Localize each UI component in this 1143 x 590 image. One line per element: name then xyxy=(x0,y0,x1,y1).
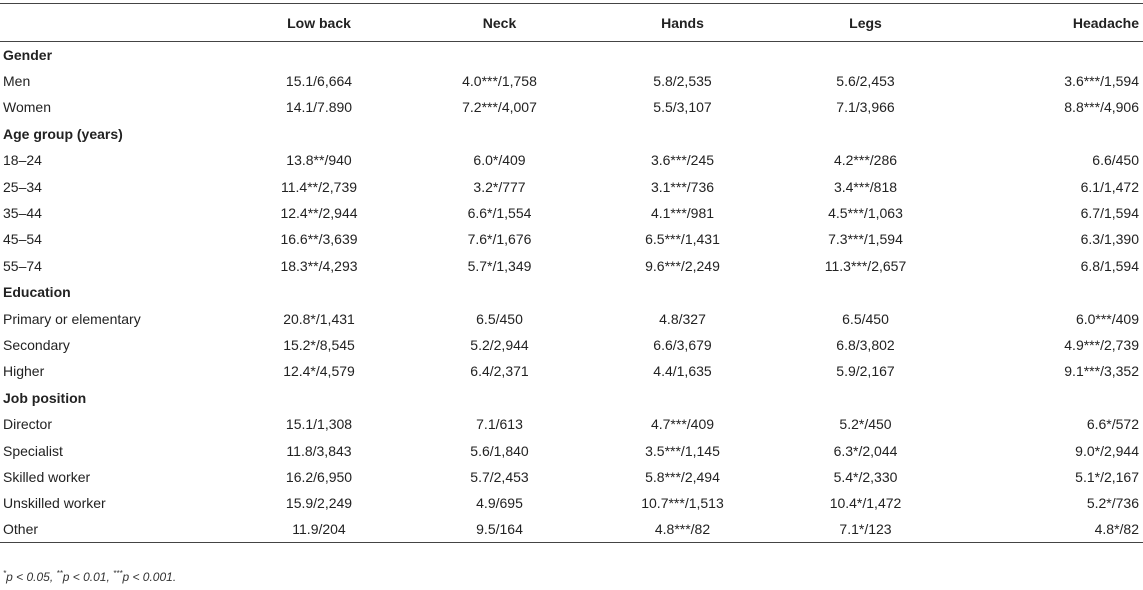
table-group-row xyxy=(0,385,1143,411)
group-label: Job position xyxy=(3,389,87,406)
table-cell: 3.4***/818 xyxy=(833,178,898,195)
table-cell: 5.4*/2,330 xyxy=(833,468,898,485)
table-cell: 5.6/1,840 xyxy=(470,442,529,459)
table-cell: 6.3*/2,044 xyxy=(833,442,898,459)
table-row xyxy=(0,358,1143,384)
header-cell-low-back: Low back xyxy=(230,4,408,42)
table-cell xyxy=(408,121,591,147)
table-cell: 4.7***/409 xyxy=(650,416,715,433)
row-label: Unskilled worker xyxy=(3,495,106,512)
table-cell: 5.2*/450 xyxy=(839,416,892,433)
table-cell xyxy=(957,385,1143,411)
table-cell: 6.8/1,594 xyxy=(1080,257,1139,274)
table-cell: 6.8/3,802 xyxy=(836,336,895,353)
table-row xyxy=(0,517,1143,543)
group-label: Education xyxy=(3,284,71,301)
row-label: Secondary xyxy=(3,336,70,353)
row-label: 25–34 xyxy=(3,178,42,195)
table-row xyxy=(0,490,1143,516)
table-cell xyxy=(408,385,591,411)
table-footnote: *p < 0.05, **p < 0.01, ***p < 0.001. xyxy=(3,569,177,584)
table-row xyxy=(0,68,1143,94)
table-cell: 5.2*/736 xyxy=(1086,495,1139,512)
table-row xyxy=(0,464,1143,490)
table-cell: 4.2***/286 xyxy=(833,152,898,169)
table-cell xyxy=(408,42,591,68)
row-label: Primary or elementary xyxy=(3,310,141,327)
table-cell: 4.8/327 xyxy=(659,310,706,327)
table-header-row xyxy=(0,4,1143,42)
table-cell xyxy=(774,121,957,147)
table-cell: 3.6***/245 xyxy=(650,152,715,169)
row-label: Specialist xyxy=(3,442,63,459)
table-cell xyxy=(591,385,774,411)
table-cell: 4.1***/981 xyxy=(650,205,715,222)
table-cell xyxy=(591,279,774,305)
table-group-row xyxy=(0,121,1143,147)
table-cell xyxy=(774,42,957,68)
table-cell: 11.3***/2,657 xyxy=(824,257,907,274)
table-cell: 5.8***/2,494 xyxy=(645,468,720,485)
table-cell: 5.6/2,453 xyxy=(836,73,895,90)
table-cell: 7.1*/123 xyxy=(774,517,957,543)
table-row xyxy=(0,437,1143,463)
header-cell-legs: Legs xyxy=(774,4,957,42)
table-row xyxy=(0,332,1143,358)
table-cell: 9.0*/2,944 xyxy=(1075,442,1139,459)
table-cell: 4.9/695 xyxy=(476,495,523,512)
table-cell: 10.7***/1,513 xyxy=(641,495,724,512)
table-group-row xyxy=(0,279,1143,305)
table-cell: 7.6*/1,676 xyxy=(467,231,532,248)
table-group-row xyxy=(0,42,1143,68)
table-cell: 9.5/164 xyxy=(408,517,591,543)
table-cell: 5.2/2,944 xyxy=(470,336,529,353)
table-cell: 7.3***/1,594 xyxy=(828,231,903,248)
table-row xyxy=(0,200,1143,226)
table-cell xyxy=(774,385,957,411)
row-label: Men xyxy=(3,73,31,90)
table-cell: 7.1/613 xyxy=(476,416,523,433)
table-cell: 8.8***/4,906 xyxy=(1064,99,1139,116)
table-cell xyxy=(408,279,591,305)
table-cell: 10.4*/1,472 xyxy=(829,495,902,512)
table-cell: 4.8*/82 xyxy=(957,517,1143,543)
table-row xyxy=(0,226,1143,252)
group-label: Age group (years) xyxy=(3,125,123,142)
table-cell: 3.6***/1,594 xyxy=(1064,73,1139,90)
table-cell: 6.7/1,594 xyxy=(1080,205,1139,222)
table-cell: 13.8**/940 xyxy=(286,152,352,169)
table-cell: 9.1***/3,352 xyxy=(1064,363,1139,380)
row-label: Other xyxy=(0,517,230,543)
table-cell xyxy=(230,121,408,147)
header-cell-label xyxy=(0,4,230,42)
table-cell: 6.1/1,472 xyxy=(1080,178,1139,195)
group-label: Gender xyxy=(3,46,53,63)
table-row xyxy=(0,173,1143,199)
table-cell: 6.0***/409 xyxy=(1075,310,1139,327)
table-cell xyxy=(957,42,1143,68)
table-cell: 5.5/3,107 xyxy=(653,99,712,116)
table-cell: 6.5/450 xyxy=(476,310,523,327)
table-cell: 3.5***/1,145 xyxy=(645,442,720,459)
table-cell xyxy=(230,385,408,411)
table-cell: 6.3/1,390 xyxy=(1080,231,1139,248)
table-row xyxy=(0,253,1143,279)
row-label: Women xyxy=(3,99,51,116)
table-cell: 6.6*/572 xyxy=(1086,416,1139,433)
table-cell: 11.9/204 xyxy=(230,517,408,543)
table-cell: 3.2*/777 xyxy=(473,178,526,195)
table-body xyxy=(0,42,1143,543)
table-cell: 16.6**/3,639 xyxy=(280,231,358,248)
table-cell: 15.2*/8,545 xyxy=(283,336,355,353)
header-cell-neck: Neck xyxy=(408,4,591,42)
table-cell: 15.9/2,249 xyxy=(285,495,353,512)
table-row xyxy=(0,305,1143,331)
data-table xyxy=(0,3,1143,543)
table-row xyxy=(0,94,1143,120)
table-cell: 6.5***/1,431 xyxy=(645,231,720,248)
table-cell: 6.6/450 xyxy=(1092,152,1139,169)
table-cell: 3.1***/736 xyxy=(650,178,715,195)
table-cell: 11.8/3,843 xyxy=(286,442,352,459)
table-cell: 4.5***/1,063 xyxy=(828,205,903,222)
table-cell xyxy=(591,121,774,147)
table-cell: 18.3**/4,293 xyxy=(280,257,358,274)
table-cell: 12.4**/2,944 xyxy=(280,205,358,222)
row-label: 35–44 xyxy=(3,205,42,222)
row-label: Skilled worker xyxy=(3,468,91,485)
table-cell xyxy=(230,42,408,68)
row-label: Director xyxy=(3,416,53,433)
table-cell: 5.1*/2,167 xyxy=(1075,468,1139,485)
table-row xyxy=(0,411,1143,437)
table-cell: 7.1/3,966 xyxy=(836,99,895,116)
header-cell-hands: Hands xyxy=(591,4,774,42)
table-cell: 4.8***/82 xyxy=(591,517,774,543)
table-cell: 12.4*/4,579 xyxy=(283,363,355,380)
header-cell-headache: Headache xyxy=(957,4,1143,42)
table-cell: 6.5/450 xyxy=(842,310,889,327)
table-cell: 4.4/1,635 xyxy=(653,363,712,380)
table-cell: 5.7*/1,349 xyxy=(467,257,532,274)
table-cell: 15.1/6,664 xyxy=(285,73,353,90)
table-cell: 20.8*/1,431 xyxy=(283,310,355,327)
table-cell: 5.9/2,167 xyxy=(836,363,895,380)
table-cell xyxy=(230,279,408,305)
table-cell: 5.7/2,453 xyxy=(470,468,529,485)
table-cell: 4.9***/2,739 xyxy=(1064,336,1139,353)
table-cell: 6.6*/1,554 xyxy=(467,205,532,222)
table-cell: 11.4**/2,739 xyxy=(280,178,358,195)
table-cell xyxy=(957,121,1143,147)
table-cell xyxy=(774,279,957,305)
table-row xyxy=(0,147,1143,173)
table-cell: 6.0*/409 xyxy=(473,152,526,169)
table-cell: 7.2***/4,007 xyxy=(462,99,537,116)
table-cell xyxy=(957,279,1143,305)
row-label: 55–74 xyxy=(3,257,42,274)
table-cell: 14.1/7.890 xyxy=(285,99,353,116)
table-cell: 5.8/2,535 xyxy=(653,73,712,90)
table-cell: 9.6***/2,249 xyxy=(645,257,720,274)
table-cell: 15.1/1,308 xyxy=(285,416,353,433)
table-cell xyxy=(591,42,774,68)
row-label: 18–24 xyxy=(3,152,42,169)
table-cell: 6.4/2,371 xyxy=(470,363,529,380)
row-label: Higher xyxy=(3,363,45,380)
table-cell: 4.0***/1,758 xyxy=(462,73,537,90)
row-label: 45–54 xyxy=(3,231,42,248)
table-cell: 16.2/6,950 xyxy=(285,468,353,485)
table-cell: 6.6/3,679 xyxy=(653,336,712,353)
